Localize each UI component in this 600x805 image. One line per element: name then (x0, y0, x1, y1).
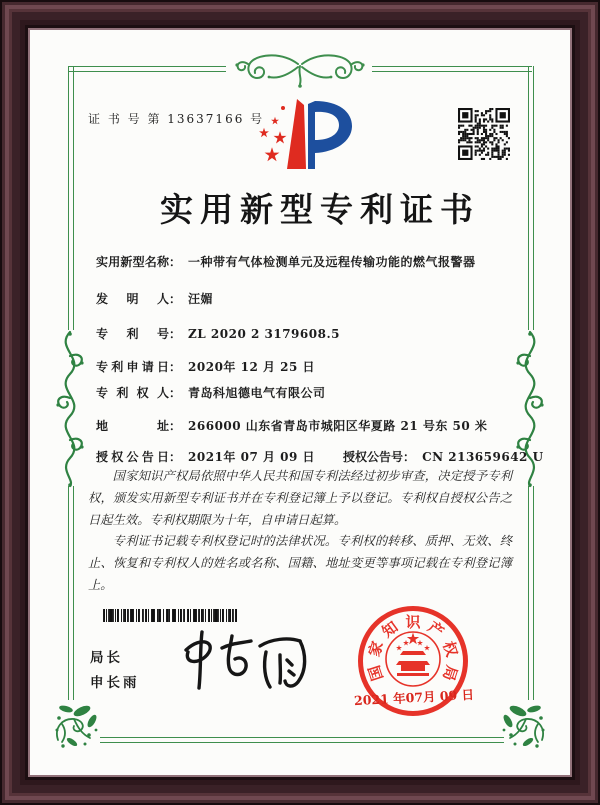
field-value: 266000 山东省青岛市城阳区华夏路 21 号东 50 米 (188, 419, 488, 433)
scroll-flourish-ornament-left (47, 330, 93, 488)
field-row-patentee: 专利权人： 青岛科旭德电气有限公司 (96, 386, 326, 400)
logo-stars (259, 106, 286, 161)
border-bottom-segment (100, 737, 504, 743)
field-label: 专利权人 (96, 386, 169, 400)
certificate-title: 实用新型专利证书 (160, 190, 480, 229)
field-row-patent-no: 专利号： ZL 2020 2 3179608.5 (96, 327, 340, 341)
grant-date-value: 2021年 07 月 09 日 (188, 450, 316, 464)
svg-text:国: 国 (365, 663, 387, 683)
field-label: 实用新型名称 (96, 255, 169, 269)
field-value: 2020年 12 月 25 日 (188, 360, 316, 374)
qr-code (458, 108, 510, 160)
scroll-flourish-ornament-top (224, 48, 376, 88)
national-emblem (386, 632, 440, 686)
svg-text:权: 权 (439, 639, 461, 659)
field-label: 地址 (96, 419, 169, 433)
field-label: 授权公告号 (343, 450, 404, 464)
field-row-filing-date: 专利申请日： 2020年 12 月 25 日 (96, 360, 316, 374)
svg-text:家: 家 (365, 639, 387, 659)
border-left-upper-segment (68, 66, 74, 330)
floral-corner-ornament-bottom-left (52, 702, 100, 750)
logo-blue-bowl (315, 101, 352, 153)
svg-text:识: 识 (405, 613, 421, 631)
field-row-inventor: 发明人： 汪媚 (96, 292, 214, 306)
logo-red-wedge (287, 99, 306, 169)
field-label: 专利申请日 (96, 360, 169, 374)
certificate-number: 证 书 号 第 13637166 号 (88, 112, 265, 126)
grant-no-value: CN 213659642 U (422, 450, 544, 464)
border-left-lower-segment (68, 486, 74, 700)
field-label: 授权公告日 (96, 450, 169, 464)
border-right-lower-segment (528, 486, 534, 700)
field-row-address: 地址： 266000 山东省青岛市城阳区华夏路 21 号东 50 米 (96, 419, 488, 433)
barcode (103, 609, 237, 622)
field-value: 汪媚 (188, 292, 214, 306)
body-paragraph-1: 国家知识产权局依照中华人民共和国专利法经过初步审查，决定授予专利权，颁发实用新型专利证书并在专利登记簿上予以登记。专利权自授权公告之日起生效。专利权期限为十年，自申请日起算。 (88, 469, 512, 527)
svg-text:产: 产 (424, 617, 448, 642)
border-top-left-segment (68, 66, 226, 72)
commissioner-signature (172, 622, 317, 702)
field-value: 一种带有气体检测单元及远程传输功能的燃气报警器 (188, 255, 476, 269)
field-value: ZL 2020 2 3179608.5 (188, 327, 340, 341)
field-row-name: 实用新型名称： 一种带有气体检测单元及远程传输功能的燃气报警器 (96, 255, 476, 269)
field-row-grant: 授权公告日： 2021年 07 月 09 日 授权公告号： CN 213659642 U (96, 450, 544, 464)
floral-corner-ornament-bottom-right (500, 702, 548, 750)
body-paragraph-2: 专利证书记载专利权登记时的法律状况。专利权的转移、质押、无效、终止、恢复和专利权人的姓名或名称、国籍、地址变更等事项记载在专利登记簿上。 (88, 534, 512, 592)
svg-text:局: 局 (439, 663, 461, 683)
grant-no-group: 授权公告号： CN 213659642 U (343, 450, 544, 464)
commissioner-title: 局长 (90, 650, 123, 665)
cnipa-patent-logo (252, 95, 358, 181)
field-label: 发明人 (96, 292, 169, 306)
seal-date: 2021 年07月 09 日 (353, 686, 475, 709)
border-top-right-segment (372, 66, 532, 72)
svg-text:知: 知 (378, 617, 402, 642)
legal-body-text (88, 466, 512, 597)
field-value: 青岛科旭德电气有限公司 (188, 386, 326, 400)
logo-blue-stem (308, 101, 315, 169)
commissioner-name: 申长雨 (90, 675, 140, 690)
field-label: 专利号 (96, 327, 169, 341)
